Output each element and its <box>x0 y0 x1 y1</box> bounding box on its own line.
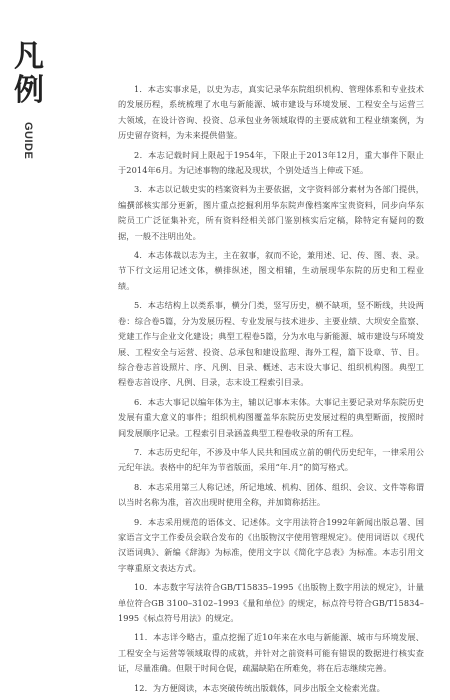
guide-paragraph-11: 11．本志详今略古，重点挖掘了近10年来在水电与新能源、城市与环境发展、工程安全与运营等领域取得的成就，并针对之前资料可能有错误的数据进行核实查证，尽量准确。但限于时间仓促，疏漏缺陷在所难免，将在后志继续完善。 <box>118 632 424 674</box>
guide-paragraph-10: 10．本志数字写法符合GB/T15835–1995《出版物上数字用法的规定》，计量单位符合GB 3100–3102–1993《量和单位》的规定，标点符号符合GB/T15834–1995《标点符号用法》的规定。 <box>118 582 424 623</box>
side-title <box>14 39 54 160</box>
guide-paragraph-5: 5．本志结构上以类系事，横分门类，竖写历史，横不缺项，竖不断线，共设两卷：综合卷5篇，分为发展历程、专业发展与技术进步、主要业绩、大坝安全监察、党建工作与企业文化建设；典型工程卷5篇，分为水电与新能源、城市建设与环境发展、工程安全与运营、投资、总承包和建设监理、海外工程，篇下设章、节、目。综合卷志首设照片、序、凡例、目录、概述、志末设大事记、组织机构图。典型工程卷志首设序、凡例、目录，志末设工程索引目录。 <box>118 300 424 388</box>
guide-paragraph-4: 4．本志体裁以志为主，主在叙事，叙而不论，兼用述、记、传、图、表、录。节下行文运用记述文体，横排纵述，图文相辅，生动展现华东院的历史和工程业绩。 <box>118 250 424 291</box>
section-title-en: GUIDE <box>22 122 34 160</box>
guide-paragraph-1: 1．本志实事求是，以史为志，真实记录华东院组织机构、管理体系和专业技术的发展历程，系统梳理了水电与新能源、城市建设与环境发展、工程安全与运营三大领域，在设计咨询、投资、总承包业务领域取得的主要成就和工程业绩案例，为历史留存资料，为未来提供借鉴。 <box>118 84 424 141</box>
guide-paragraph-9: 9．本志采用规范的语体文、记述体。文字用法符合1992年新闻出版总署、国家语言文字工作委员会联合发布的《出版物汉字使用管理规定》。使用词语以《现代汉语词典》、新编《辞海》为标准，使用文字以《简化字总表》为标准。本志引用文字尊重原文表达方式。 <box>118 516 424 573</box>
guide-paragraph-2: 2．本志记载时间上限起于1954年，下限止于2013年12月，重大事件下限止于2014年6月。为记述事物的缘起及现状，个别处适当上伸或下延。 <box>118 149 424 176</box>
guide-paragraph-6: 6．本志大事记以编年体为主，辅以记事本末体。大事记主要记录对华东院历史发展有重大意义的事件；组织机构图覆盖华东院历史发展过程的典型断面，按照时间发展顺序记录。工程索引目录涵盖典型工程卷收录的所有工程。 <box>118 396 424 438</box>
guide-content <box>118 82 424 700</box>
guide-paragraph-8: 8．本志采用第三人称记述，所记地域、机构、团体、组织、会议、文件等称谓以当时名称为准，首次出现时使用全称，并加简称括注。 <box>118 481 424 508</box>
guide-paragraph-7: 7．本志历史纪年，不涉及中华人民共和国成立前的朝代历史纪年，一律采用公元纪年法。表格中的纪年为节省版面，采用“年.月”的简写格式。 <box>118 446 424 473</box>
section-title-cn: 凡例 <box>14 39 44 108</box>
guide-paragraph-3: 3．本志以记载史实的档案资料为主要依据，文字资料部分素材为各部门提供，编撰部核实部分更新，图片重点挖掘利用华东院声像档案库宝贵资料，同步向华东院员工广泛征集补充，所有资料经相关部门鉴别核实后定稿，除特定有疑问的数据，一般不注明出处。 <box>118 184 424 241</box>
guide-paragraph-12: 12．为方便阅读，本志突破传统出版载体，同步出版全文检索光盘。 <box>134 682 385 693</box>
